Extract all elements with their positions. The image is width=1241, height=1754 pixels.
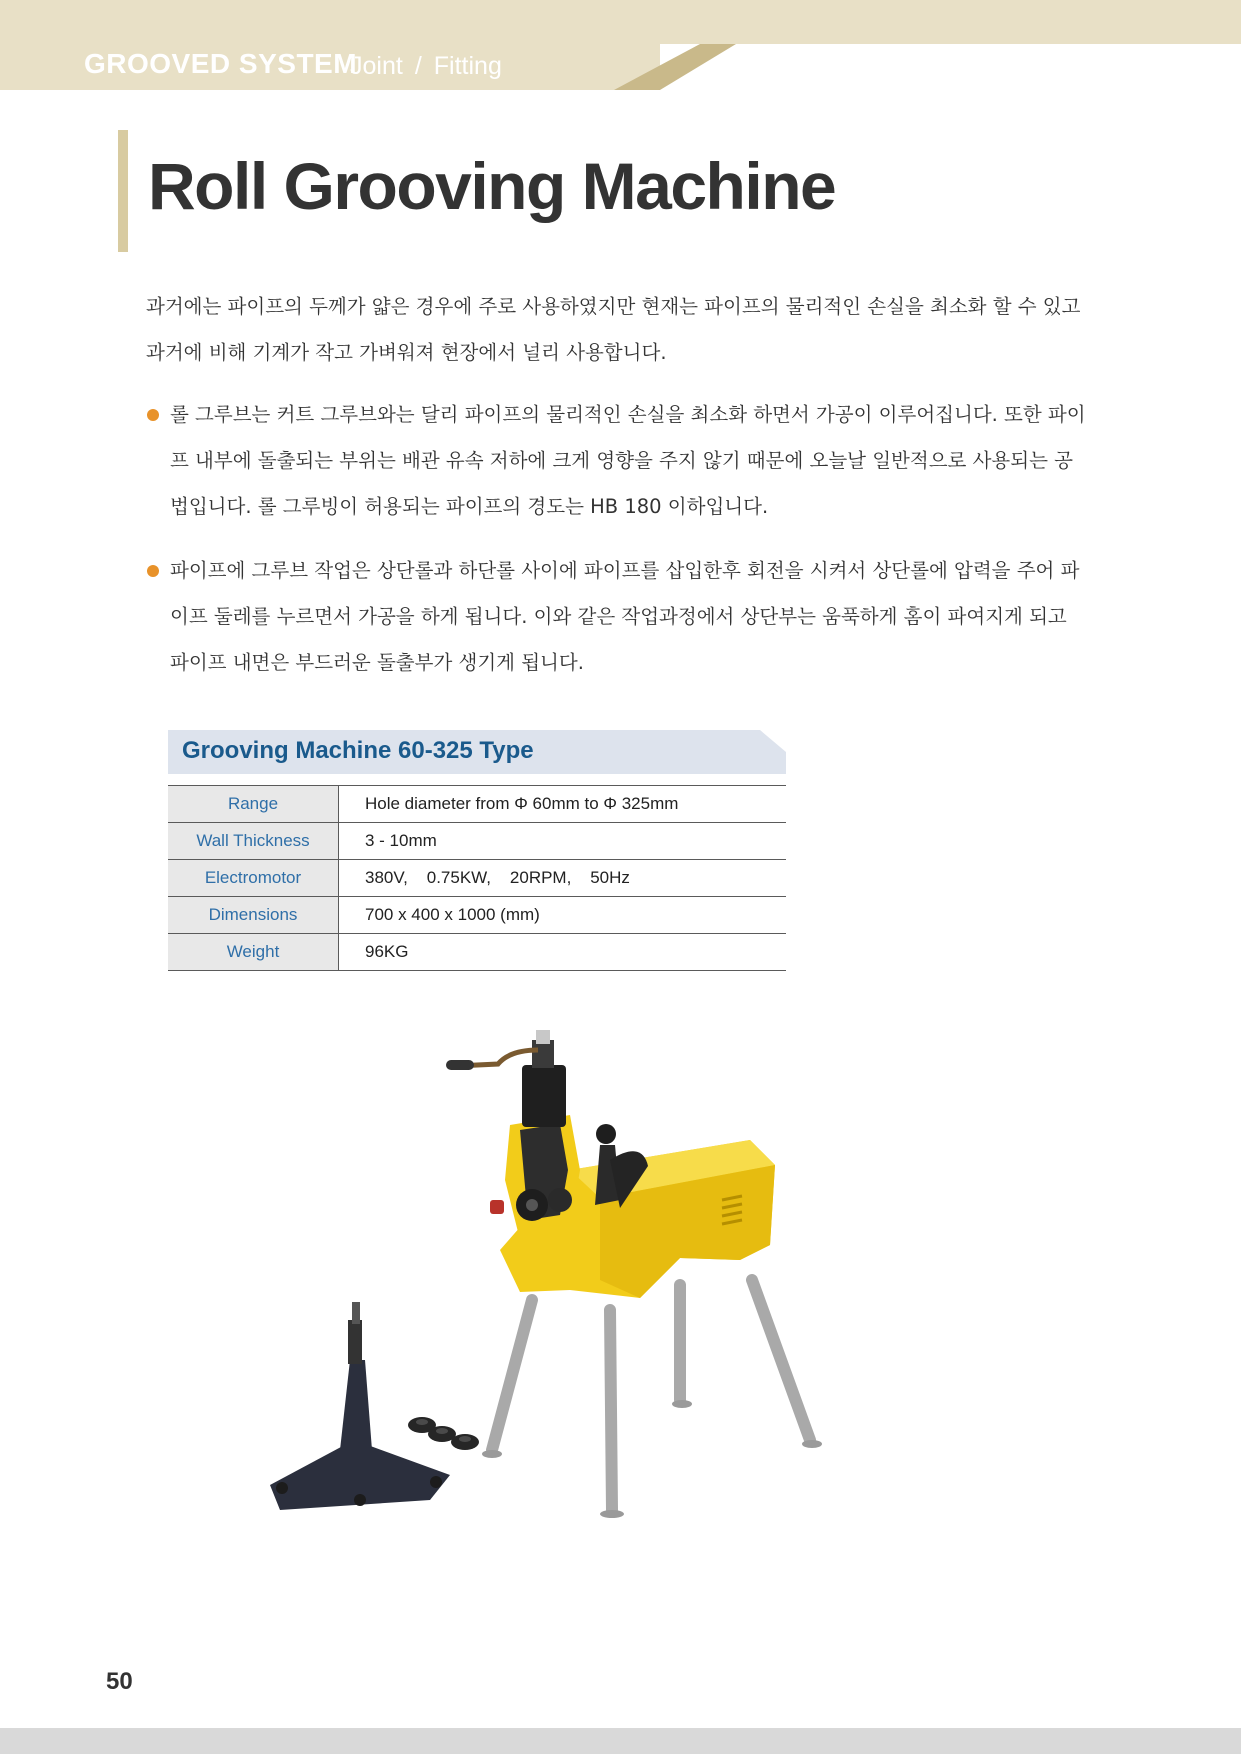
bullet-text-2: 파이프에 그루브 작업은 상단롤과 하단롤 사이에 파이프를 삽입한후 회전을 시켜서 상단롤에 압력을 주어 파이프 둘레를 누르면서 가공을 하게 됩니다. 이와 같은 작업과정에서 상단부는 움푹하게 홈이 파여지게 되고 파이프 내면은 부드러운 돌출부가 생기게 됩니다. <box>170 559 1080 674</box>
product-photo <box>270 1030 890 1560</box>
spec-label: Dimensions <box>168 897 339 934</box>
breadcrumb-fitting: Fitting <box>433 52 502 80</box>
roll-grooving-machine-icon <box>270 1030 890 1560</box>
spec-label: Weight <box>168 934 339 971</box>
spec-value: 700 x 400 x 1000 (mm) <box>339 897 787 934</box>
bullet-dot-icon <box>147 565 159 577</box>
table-row <box>168 860 786 897</box>
spec-value: 380V, 0.75KW, 20RPM, 50Hz <box>339 860 787 897</box>
spec-heading-text: Grooving Machine 60-325 Type <box>182 737 534 764</box>
title-accent-bar <box>118 130 128 252</box>
table-row <box>168 786 786 823</box>
spec-value: Hole diameter from Φ 60mm to Φ 325mm <box>339 786 787 823</box>
breadcrumb-joint: Joint <box>350 52 403 80</box>
table-row <box>168 897 786 934</box>
bullet-item-2 <box>146 548 1086 686</box>
bullet-dot-icon <box>147 409 159 421</box>
spec-label: Electromotor <box>168 860 339 897</box>
spec-label: Wall Thickness <box>168 823 339 860</box>
spec-table <box>168 785 786 971</box>
spec-value: 96KG <box>339 934 787 971</box>
spec-label: Range <box>168 786 339 823</box>
spec-section <box>168 730 786 971</box>
header-band <box>0 0 1241 92</box>
spec-value: 3 - 10mm <box>339 823 787 860</box>
page-number: 50 <box>106 1668 133 1695</box>
header-section-title: GROOVED SYSTEM <box>84 48 358 79</box>
spec-heading <box>168 730 786 774</box>
table-row <box>168 823 786 860</box>
page-title: Roll Grooving Machine <box>148 149 836 223</box>
header-breadcrumb <box>350 52 502 81</box>
footer-band <box>0 1728 1241 1754</box>
breadcrumb-separator: / <box>414 52 422 80</box>
bullet-item-1 <box>146 392 1086 530</box>
table-row <box>168 934 786 971</box>
bullet-text-1: 롤 그루브는 커트 그루브와는 달리 파이프의 물리적인 손실을 최소화 하면서 가공이 이루어집니다. 또한 파이프 내부에 돌출되는 부위는 배관 유속 저하에 크게 영향을 주지 않기 때문에 오늘날 일반적으로 사용되는 공법입니다. 롤 그루빙이 허용되는 파이프의 경도는 HB 180 이하입니다. <box>170 403 1086 518</box>
intro-paragraph: 과거에는 파이프의 두께가 얇은 경우에 주로 사용하였지만 현재는 파이프의 물리적인 손실을 최소화 할 수 있고 과거에 비해 기계가 작고 가벼워져 현장에서 널리 사용합니다. <box>146 295 1081 364</box>
